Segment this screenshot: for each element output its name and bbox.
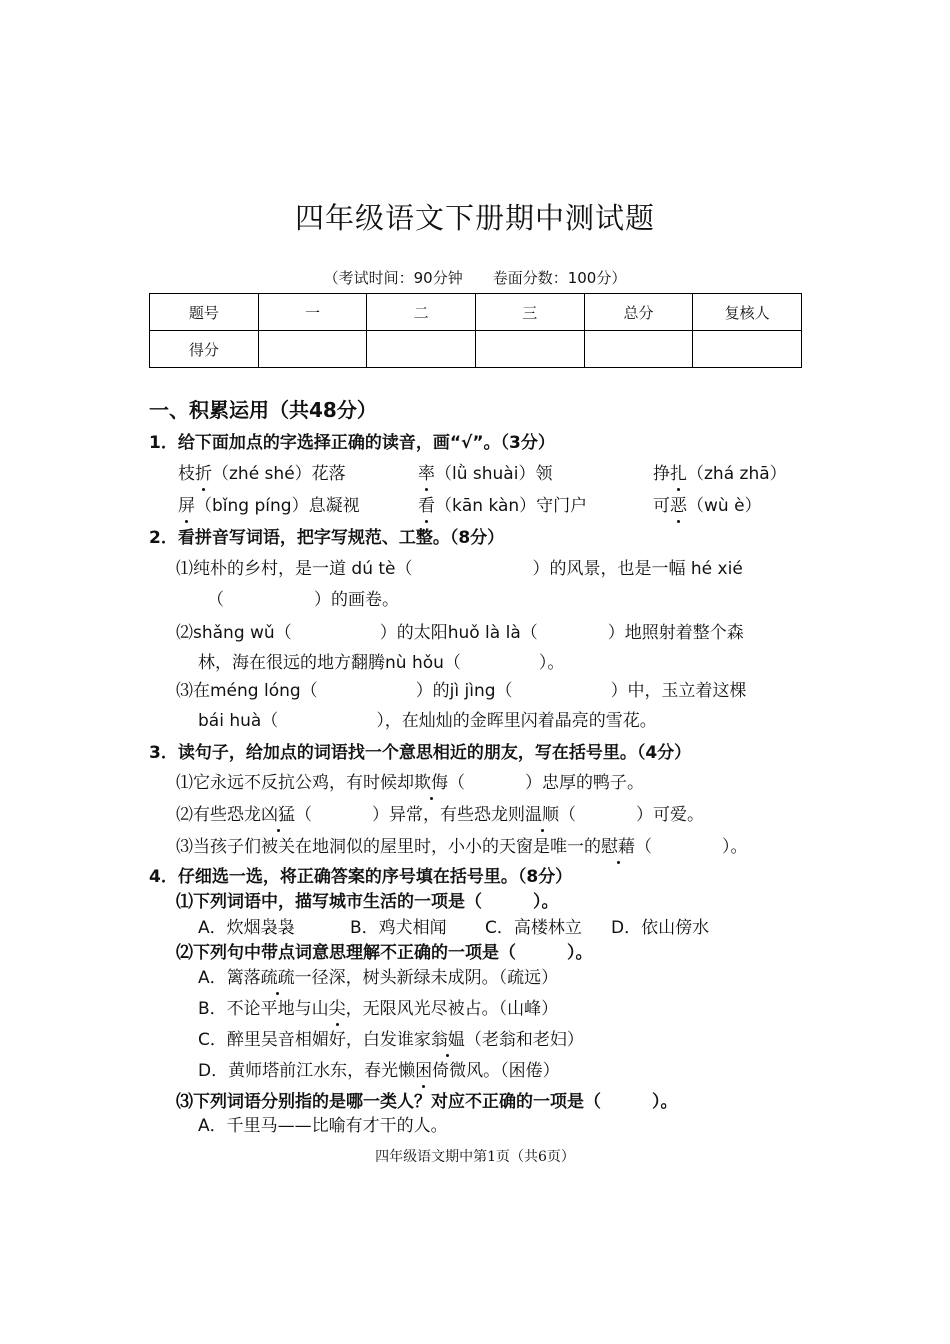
page-footer: 四年级语文期中第1页（共6页） — [375, 1149, 575, 1165]
score-table — [149, 293, 802, 368]
q2-line: bái huà（ ），在灿灿的金晖里闪着晶亮的雪花。 — [198, 711, 657, 731]
q1-item: 看（kān kàn）守门户 — [418, 496, 588, 516]
option-a: A．炊烟袅袅 — [198, 918, 295, 938]
score-cell[interactable] — [475, 331, 584, 368]
question-3-prompt: 3．读句子，给加点的词语找一个意思相近的朋友，写在括号里。（4分） — [149, 743, 692, 763]
score-table-row — [150, 331, 802, 368]
score-cell[interactable] — [693, 331, 802, 368]
q1-item: 屏（bǐng píng）息凝视 — [178, 496, 360, 516]
header-cell: 复核人 — [693, 294, 802, 331]
header-cell: 三 — [475, 294, 584, 331]
q3-sentence: ⑵有些恐龙凶猛（ ）异常，有些恐龙则温顺（ ）可爱。 — [176, 805, 704, 825]
q1-item: 枝折（zhé shé）花落 — [178, 464, 346, 484]
header-cell: 总分 — [584, 294, 693, 331]
exam-info: （考试时间：90分钟 卷面分数：100分） — [323, 269, 627, 287]
option-d: D．黄师塔前江水东，春光懒困倚微风。（困倦） — [198, 1061, 560, 1081]
row-label: 得分 — [150, 331, 259, 368]
q4-sub2: ⑵下列句中带点词意思理解不正确的一项是（ ）。 — [176, 943, 593, 963]
option-b: B．鸡犬相闻 — [350, 918, 447, 938]
question-1-prompt: 1．给下面加点的字选择正确的读音，画“√”。（3分） — [149, 433, 555, 453]
q4-sub1: ⑴下列词语中，描写城市生活的一项是（ ）。 — [176, 892, 559, 912]
option-c: C．高楼林立 — [485, 918, 582, 938]
header-cell: 题号 — [150, 294, 259, 331]
section-heading: 一、积累运用（共48分） — [149, 398, 377, 422]
option-b: B．不论平地与山尖，无限风光尽被占。（山峰） — [198, 999, 559, 1019]
header-cell: 二 — [367, 294, 476, 331]
q3-sentence: ⑶当孩子们被关在地洞似的屋里时，小小的天窗是唯一的慰藉（ ）。 — [176, 837, 748, 857]
header-cell: 一 — [258, 294, 367, 331]
score-cell[interactable] — [584, 331, 693, 368]
q2-line: （ ）的画卷。 — [207, 590, 399, 610]
score-table-header — [150, 294, 802, 331]
q1-item: 率（lǜ shuài）领 — [418, 464, 553, 484]
score-cell[interactable] — [367, 331, 476, 368]
q3-sentence: ⑴它永远不反抗公鸡，有时候却欺侮（ ）忠厚的鸭子。 — [176, 773, 644, 793]
question-2-prompt: 2．看拼音写词语，把字写规范、工整。（8分） — [149, 528, 505, 548]
q1-item: 可恶（wù è） — [653, 496, 762, 516]
question-4-prompt: 4．仔细选一选，将正确答案的序号填在括号里。（8分） — [149, 867, 573, 887]
option-d: D．依山傍水 — [611, 918, 710, 938]
q2-line: ⑴纯朴的乡村，是一道 dú tè（ ）的风景，也是一幅 hé xié — [176, 559, 743, 579]
q2-line: 林，海在很远的地方翻腾nù hǒu（ ）。 — [198, 653, 565, 673]
q1-item: 挣扎（zhá zhā） — [653, 464, 787, 484]
option-a: A．篱落疏疏一径深，树头新绿未成阴。（疏远） — [198, 968, 559, 988]
page-title: 四年级语文下册期中测试题 — [294, 201, 655, 235]
option-a: A．千里马——比喻有才干的人。 — [198, 1116, 448, 1136]
q4-sub3: ⑶下列词语分别指的是哪一类人？对应不正确的一项是（ ）。 — [176, 1092, 678, 1112]
option-c: C．醉里吴音相媚好，白发谁家翁媪（老翁和老妇） — [198, 1030, 584, 1050]
q2-line: ⑵shǎng wǔ（ ）的太阳huǒ là là（ ）地照射着整个森 — [176, 623, 744, 643]
q2-line: ⑶在méng lóng（ ）的jì jìng（ ）中，玉立着这棵 — [176, 681, 747, 701]
score-cell[interactable] — [258, 331, 367, 368]
